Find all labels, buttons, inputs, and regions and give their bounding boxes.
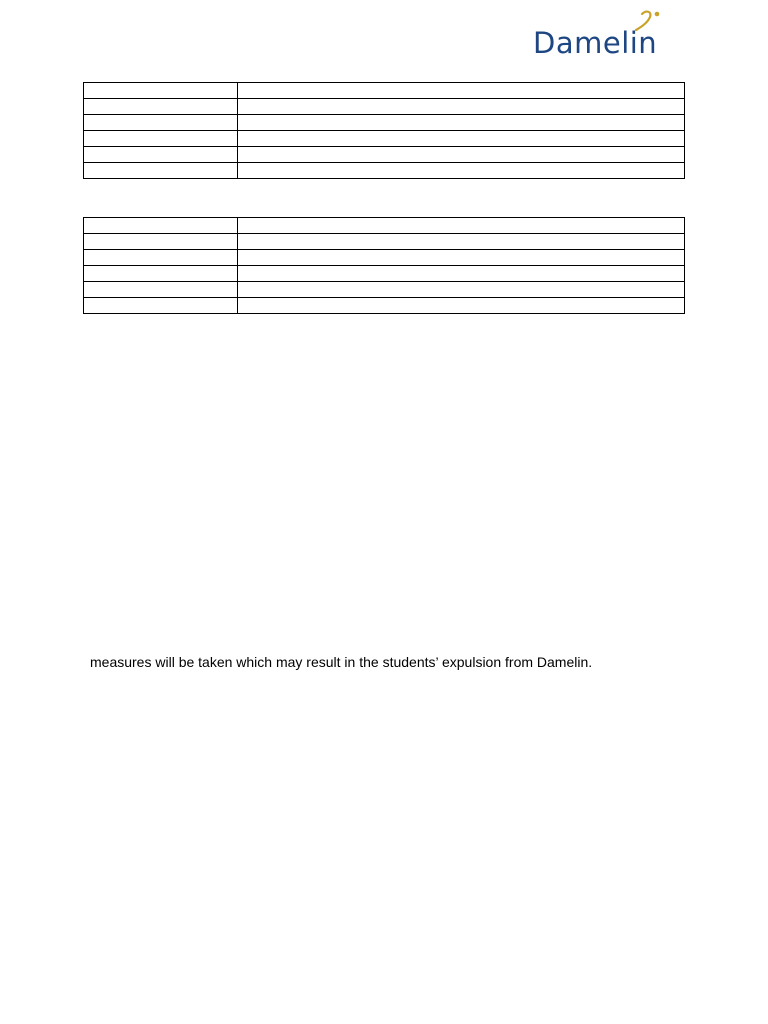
table-label-cell xyxy=(84,250,238,266)
table-value-cell xyxy=(238,147,685,163)
damelin-logo xyxy=(533,8,683,60)
table-value-cell xyxy=(238,115,685,131)
table-row xyxy=(84,266,685,282)
table-row xyxy=(84,147,685,163)
table-row xyxy=(84,250,685,266)
details-table-1 xyxy=(83,82,685,179)
table-row xyxy=(84,282,685,298)
expulsion-notice-text: measures will be taken which may result in the students’ expulsion from Damelin. xyxy=(90,654,593,670)
table-row xyxy=(84,218,685,234)
table-value-cell xyxy=(238,83,685,99)
table-value-cell xyxy=(238,250,685,266)
table-value-cell xyxy=(238,218,685,234)
table-label-cell xyxy=(84,282,238,298)
table-label-cell xyxy=(84,115,238,131)
table-label-cell xyxy=(84,218,238,234)
table-label-cell xyxy=(84,234,238,250)
details-table-2 xyxy=(83,217,685,314)
table-value-cell xyxy=(238,266,685,282)
logo-text: Damelin xyxy=(533,26,658,60)
table-value-cell xyxy=(238,163,685,179)
table-value-cell xyxy=(238,99,685,115)
table-row xyxy=(84,99,685,115)
table-row xyxy=(84,163,685,179)
table-label-cell xyxy=(84,163,238,179)
table-label-cell xyxy=(84,131,238,147)
table-label-cell xyxy=(84,147,238,163)
table-row xyxy=(84,115,685,131)
table-value-cell xyxy=(238,282,685,298)
table-value-cell xyxy=(238,298,685,314)
table-row xyxy=(84,234,685,250)
table-value-cell xyxy=(238,131,685,147)
table-row xyxy=(84,83,685,99)
table-label-cell xyxy=(84,83,238,99)
table-label-cell xyxy=(84,99,238,115)
table-row xyxy=(84,131,685,147)
table-label-cell xyxy=(84,298,238,314)
table-row xyxy=(84,298,685,314)
table-label-cell xyxy=(84,266,238,282)
table-value-cell xyxy=(238,234,685,250)
